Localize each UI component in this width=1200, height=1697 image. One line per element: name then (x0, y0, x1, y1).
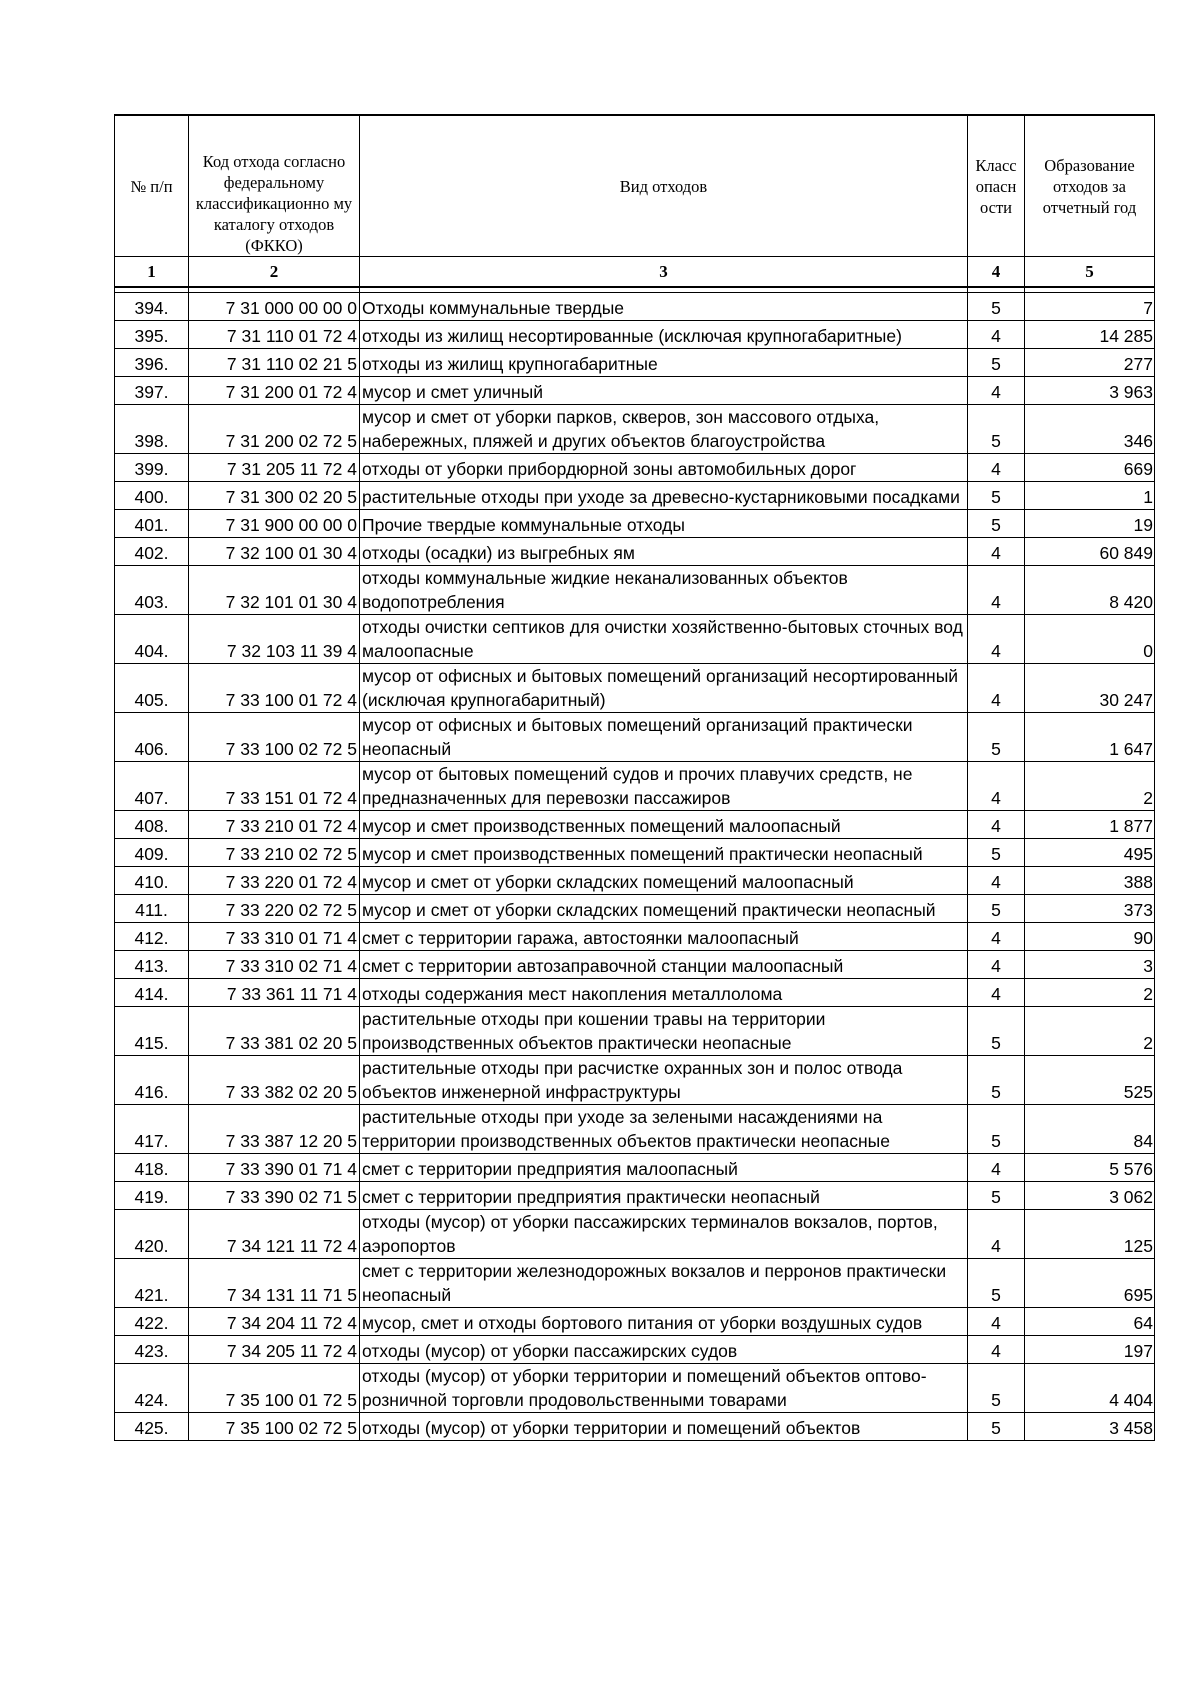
waste-code: 7 33 387 12 20 5 (189, 1105, 360, 1154)
waste-amount: 695 (1025, 1259, 1155, 1308)
waste-code: 7 33 151 01 72 4 (189, 762, 360, 811)
column-number-3: 3 (360, 257, 968, 288)
column-number-2: 2 (189, 257, 360, 288)
waste-table-page (114, 114, 1154, 1441)
hazard-class: 4 (968, 566, 1025, 615)
waste-amount: 669 (1025, 454, 1155, 482)
waste-amount: 373 (1025, 895, 1155, 923)
table-row (115, 1007, 1155, 1056)
table-row (115, 405, 1155, 454)
waste-amount: 4 404 (1025, 1364, 1155, 1413)
waste-code: 7 31 110 01 72 4 (189, 321, 360, 349)
hazard-class: 5 (968, 1056, 1025, 1105)
waste-name: смет с территории автозаправочной станции малоопасный (360, 951, 968, 979)
waste-table (114, 114, 1155, 1441)
waste-amount: 90 (1025, 923, 1155, 951)
table-row (115, 1154, 1155, 1182)
row-number: 397. (115, 377, 189, 405)
table-row (115, 1105, 1155, 1154)
hazard-class: 4 (968, 951, 1025, 979)
table-row (115, 839, 1155, 867)
waste-name: мусор и смет производственных помещений практически неопасный (360, 839, 968, 867)
table-row (115, 979, 1155, 1007)
table-row (115, 482, 1155, 510)
waste-amount: 3 062 (1025, 1182, 1155, 1210)
row-number: 424. (115, 1364, 189, 1413)
hazard-class: 4 (968, 321, 1025, 349)
waste-code: 7 31 300 02 20 5 (189, 482, 360, 510)
waste-code: 7 33 310 01 71 4 (189, 923, 360, 951)
row-number: 400. (115, 482, 189, 510)
table-row (115, 510, 1155, 538)
waste-name: мусор и смет уличный (360, 377, 968, 405)
table-row (115, 1259, 1155, 1308)
hazard-class: 4 (968, 979, 1025, 1007)
waste-code: 7 33 361 11 71 4 (189, 979, 360, 1007)
header-waste-type: Вид отходов (360, 115, 968, 257)
waste-name: мусор и смет от уборки складских помещений практически неопасный (360, 895, 968, 923)
waste-code: 7 31 000 00 00 0 (189, 293, 360, 321)
hazard-class: 5 (968, 839, 1025, 867)
waste-amount: 7 (1025, 293, 1155, 321)
waste-amount: 19 (1025, 510, 1155, 538)
waste-amount: 1 647 (1025, 713, 1155, 762)
table-row (115, 538, 1155, 566)
waste-code: 7 32 103 11 39 4 (189, 615, 360, 664)
hazard-class: 4 (968, 615, 1025, 664)
waste-code: 7 31 110 02 21 5 (189, 349, 360, 377)
row-number: 404. (115, 615, 189, 664)
row-number: 418. (115, 1154, 189, 1182)
row-number: 409. (115, 839, 189, 867)
table-row (115, 377, 1155, 405)
row-number: 394. (115, 293, 189, 321)
hazard-class: 4 (968, 1308, 1025, 1336)
row-number: 414. (115, 979, 189, 1007)
table-row (115, 349, 1155, 377)
waste-amount: 3 963 (1025, 377, 1155, 405)
row-number: 395. (115, 321, 189, 349)
waste-name: отходы коммунальные жидкие неканализованных объектов водопотребления (360, 566, 968, 615)
waste-name: смет с территории железнодорожных вокзалов и перронов практически неопасный (360, 1259, 968, 1308)
waste-code: 7 34 131 11 71 5 (189, 1259, 360, 1308)
table-row (115, 1364, 1155, 1413)
waste-amount: 8 420 (1025, 566, 1155, 615)
waste-amount: 0 (1025, 615, 1155, 664)
waste-amount: 1 (1025, 482, 1155, 510)
table-row (115, 566, 1155, 615)
waste-code: 7 33 100 01 72 4 (189, 664, 360, 713)
row-number: 408. (115, 811, 189, 839)
waste-name: Отходы коммунальные твердые (360, 293, 968, 321)
waste-name: отходы (мусор) от уборки территории и помещений объектов (360, 1413, 968, 1441)
hazard-class: 5 (968, 293, 1025, 321)
hazard-class: 4 (968, 664, 1025, 713)
row-number: 405. (115, 664, 189, 713)
waste-code: 7 31 200 02 72 5 (189, 405, 360, 454)
waste-name: растительные отходы при кошении травы на территории производственных объектов практически неопасные (360, 1007, 968, 1056)
waste-name: растительные отходы при уходе за древесно-кустарниковыми посадками (360, 482, 968, 510)
waste-code: 7 33 220 01 72 4 (189, 867, 360, 895)
waste-code: 7 31 900 00 00 0 (189, 510, 360, 538)
waste-name: отходы (мусор) от уборки пассажирских терминалов вокзалов, портов, аэропортов (360, 1210, 968, 1259)
table-row (115, 321, 1155, 349)
waste-amount: 346 (1025, 405, 1155, 454)
waste-name: смет с территории предприятия практически неопасный (360, 1182, 968, 1210)
waste-amount: 2 (1025, 1007, 1155, 1056)
hazard-class: 5 (968, 1259, 1025, 1308)
waste-code: 7 32 101 01 30 4 (189, 566, 360, 615)
waste-name: мусор и смет от уборки парков, скверов, зон массового отдыха, набережных, пляжей и других объектов благоустройства (360, 405, 968, 454)
waste-name: смет с территории гаража, автостоянки малоопасный (360, 923, 968, 951)
table-row (115, 923, 1155, 951)
row-number: 396. (115, 349, 189, 377)
waste-name: отходы (мусор) от уборки пассажирских судов (360, 1336, 968, 1364)
waste-name: растительные отходы при расчистке охранных зон и полос отвода объектов инженерной инфраструктуры (360, 1056, 968, 1105)
waste-name: отходы содержания мест накопления металлолома (360, 979, 968, 1007)
hazard-class: 4 (968, 1336, 1025, 1364)
waste-amount: 30 247 (1025, 664, 1155, 713)
row-number: 412. (115, 923, 189, 951)
table-row (115, 1413, 1155, 1441)
hazard-class: 5 (968, 713, 1025, 762)
row-number: 406. (115, 713, 189, 762)
waste-code: 7 34 205 11 72 4 (189, 1336, 360, 1364)
waste-name: Прочие твердые коммунальные отходы (360, 510, 968, 538)
waste-code: 7 33 310 02 71 4 (189, 951, 360, 979)
hazard-class: 5 (968, 1105, 1025, 1154)
waste-code: 7 33 382 02 20 5 (189, 1056, 360, 1105)
waste-name: отходы (осадки) из выгребных ям (360, 538, 968, 566)
row-number: 403. (115, 566, 189, 615)
table-row (115, 1182, 1155, 1210)
hazard-class: 5 (968, 405, 1025, 454)
hazard-class: 4 (968, 811, 1025, 839)
row-number: 419. (115, 1182, 189, 1210)
table-row (115, 713, 1155, 762)
waste-code: 7 35 100 01 72 5 (189, 1364, 360, 1413)
hazard-class: 4 (968, 867, 1025, 895)
waste-amount: 1 877 (1025, 811, 1155, 839)
hazard-class: 4 (968, 1210, 1025, 1259)
table-row (115, 293, 1155, 321)
hazard-class: 4 (968, 377, 1025, 405)
table-header (115, 115, 1155, 293)
waste-amount: 277 (1025, 349, 1155, 377)
waste-name: мусор от офисных и бытовых помещений организаций практически неопасный (360, 713, 968, 762)
row-number: 415. (115, 1007, 189, 1056)
waste-code: 7 33 390 01 71 4 (189, 1154, 360, 1182)
row-number: 402. (115, 538, 189, 566)
row-number: 410. (115, 867, 189, 895)
waste-code: 7 33 381 02 20 5 (189, 1007, 360, 1056)
row-number: 425. (115, 1413, 189, 1441)
header-fkko-code: Код отхода согласно федеральному классификационно му каталогу отходов (ФККО) (189, 115, 360, 257)
header-number: № п/п (115, 115, 189, 257)
table-row (115, 762, 1155, 811)
hazard-class: 5 (968, 482, 1025, 510)
waste-amount: 3 (1025, 951, 1155, 979)
waste-code: 7 33 100 02 72 5 (189, 713, 360, 762)
row-number: 423. (115, 1336, 189, 1364)
waste-amount: 495 (1025, 839, 1155, 867)
waste-amount: 5 576 (1025, 1154, 1155, 1182)
hazard-class: 5 (968, 1182, 1025, 1210)
table-body (115, 293, 1155, 1441)
waste-name: мусор от офисных и бытовых помещений организаций несортированный (исключая крупногабаритный) (360, 664, 968, 713)
waste-amount: 388 (1025, 867, 1155, 895)
waste-code: 7 33 210 02 72 5 (189, 839, 360, 867)
waste-name: смет с территории предприятия малоопасный (360, 1154, 968, 1182)
row-number: 399. (115, 454, 189, 482)
waste-code: 7 34 121 11 72 4 (189, 1210, 360, 1259)
table-row (115, 664, 1155, 713)
waste-code: 7 33 210 01 72 4 (189, 811, 360, 839)
table-row (115, 615, 1155, 664)
row-number: 416. (115, 1056, 189, 1105)
waste-code: 7 33 220 02 72 5 (189, 895, 360, 923)
hazard-class: 4 (968, 923, 1025, 951)
waste-amount: 2 (1025, 979, 1155, 1007)
hazard-class: 4 (968, 1154, 1025, 1182)
waste-code: 7 31 205 11 72 4 (189, 454, 360, 482)
table-row (115, 454, 1155, 482)
column-number-5: 5 (1025, 257, 1155, 288)
waste-code: 7 34 204 11 72 4 (189, 1308, 360, 1336)
waste-code: 7 35 100 02 72 5 (189, 1413, 360, 1441)
waste-name: мусор и смет производственных помещений малоопасный (360, 811, 968, 839)
waste-name: растительные отходы при уходе за зелеными насаждениями на территории производственных объектов практически неопасные (360, 1105, 968, 1154)
waste-name: отходы из жилищ крупногабаритные (360, 349, 968, 377)
hazard-class: 4 (968, 762, 1025, 811)
waste-amount: 60 849 (1025, 538, 1155, 566)
row-number: 417. (115, 1105, 189, 1154)
table-row (115, 867, 1155, 895)
row-number: 420. (115, 1210, 189, 1259)
column-number-4: 4 (968, 257, 1025, 288)
waste-name: отходы от уборки прибордюрной зоны автомобильных дорог (360, 454, 968, 482)
table-row (115, 1308, 1155, 1336)
hazard-class: 4 (968, 454, 1025, 482)
hazard-class: 5 (968, 349, 1025, 377)
table-row (115, 895, 1155, 923)
waste-name: отходы (мусор) от уборки территории и помещений объектов оптово-розничной торговли продовольственными товарами (360, 1364, 968, 1413)
waste-amount: 84 (1025, 1105, 1155, 1154)
hazard-class: 5 (968, 1007, 1025, 1056)
row-number: 401. (115, 510, 189, 538)
hazard-class: 4 (968, 538, 1025, 566)
table-row (115, 811, 1155, 839)
waste-name: отходы очистки септиков для очистки хозяйственно-бытовых сточных вод малоопасные (360, 615, 968, 664)
waste-amount: 14 285 (1025, 321, 1155, 349)
waste-code: 7 31 200 01 72 4 (189, 377, 360, 405)
waste-amount: 197 (1025, 1336, 1155, 1364)
waste-name: мусор от бытовых помещений судов и прочих плавучих средств, не предназначенных для перевозки пассажиров (360, 762, 968, 811)
waste-amount: 3 458 (1025, 1413, 1155, 1441)
row-number: 407. (115, 762, 189, 811)
waste-amount: 2 (1025, 762, 1155, 811)
waste-amount: 525 (1025, 1056, 1155, 1105)
row-number: 398. (115, 405, 189, 454)
table-row (115, 1056, 1155, 1105)
row-number: 422. (115, 1308, 189, 1336)
waste-amount: 125 (1025, 1210, 1155, 1259)
waste-name: мусор, смет и отходы бортового питания от уборки воздушных судов (360, 1308, 968, 1336)
waste-amount: 64 (1025, 1308, 1155, 1336)
waste-code: 7 32 100 01 30 4 (189, 538, 360, 566)
waste-name: отходы из жилищ несортированные (исключая крупногабаритные) (360, 321, 968, 349)
header-hazard-class: Класс опасн ости (968, 115, 1025, 257)
waste-name: мусор и смет от уборки складских помещений малоопасный (360, 867, 968, 895)
hazard-class: 5 (968, 1413, 1025, 1441)
row-number: 411. (115, 895, 189, 923)
column-number-1: 1 (115, 257, 189, 288)
header-waste-generation: Образование отходов за отчетный год (1025, 115, 1155, 257)
row-number: 421. (115, 1259, 189, 1308)
hazard-class: 5 (968, 1364, 1025, 1413)
waste-code: 7 33 390 02 71 5 (189, 1182, 360, 1210)
hazard-class: 5 (968, 510, 1025, 538)
table-row (115, 1336, 1155, 1364)
table-row (115, 1210, 1155, 1259)
hazard-class: 5 (968, 895, 1025, 923)
table-row (115, 951, 1155, 979)
row-number: 413. (115, 951, 189, 979)
